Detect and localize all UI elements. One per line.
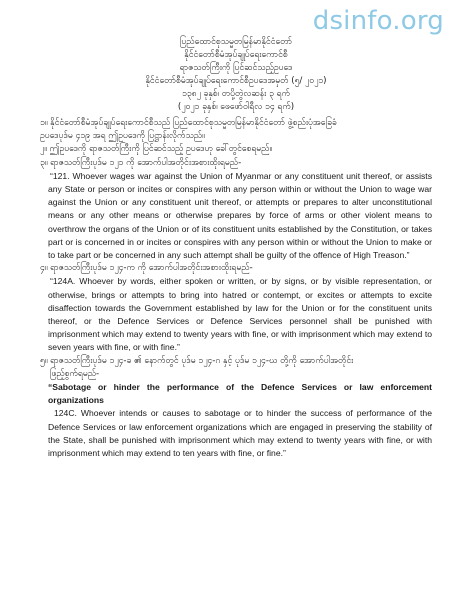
header-line-3: ရာဇသတ်ကြီးကို ပြင်ဆင်သည့်ဥပဒေ xyxy=(179,63,293,73)
watermark-logo: dsinfo.org xyxy=(312,6,444,36)
header-line-6: (၂၀၂၁ ခုနှစ်၊ ဖေဖော်ဝါရီလ ၁၄ ရက်) xyxy=(177,102,295,112)
document-page xyxy=(40,36,432,460)
header-line-4: နိုင်ငံတော်စီမံအုပ်ချုပ်ရေးကောင်စီဥပဒေအမှတ် (၅/ ၂၀၂၁) xyxy=(145,76,327,86)
section-124c-block xyxy=(40,381,432,460)
section-124a-block xyxy=(40,275,432,354)
section-124c-title: “Sabotage or hinder the performance of the Defence Services or law enforcement organizations xyxy=(48,382,432,406)
document-header xyxy=(40,36,432,114)
paragraph-2: ၂။ ဤဥပဒေကို ရာဇသတ်ကြီးကို ပြင်ဆင်သည့် ဥပဒေဟု ခေါ်တွင်စေရမည်။ xyxy=(40,144,273,155)
section-124c-text: 124C. Whoever intends or causes to sabotage or to hinder the success of performance of the Defence Services or law enforcement organizations which are engaged in preserving the stability of the State, shall be punished with imprisonment which may extend to twenty years with fine, or with imprisonment which may extend to ten years with fine, or fine.” xyxy=(48,408,432,459)
paragraph-4: ၄။ ရာဇသတ်ကြီးပုဒ်မ ၁၂၄-က ကို အောက်ပါအတိုင်းအစားထိုးရမည်- xyxy=(40,263,253,274)
paragraph-1-line-1: ၁။ နိုင်ငံတော်စီမံအုပ်ချုပ်ရေးကောင်စီသည် ပြည်ထောင်စုသမ္မတမြန်မာနိုင်ငံတော် ဖွဲ့စည်းပုံအခြေခံ xyxy=(40,118,337,128)
document-body xyxy=(40,117,432,460)
header-line-1: ပြည်ထောင်စုသမ္မတမြန်မာနိုင်ငံတော် xyxy=(179,37,293,47)
header-line-2: နိုင်ငံတော်စီမံအုပ်ချုပ်ရေးကောင်စီ xyxy=(184,50,288,60)
paragraph-5-line-1: ၅။ ရာဇသတ်ကြီးပုဒ်မ ၁၂၄-ခ ၏ နောက်တွင် ပုဒ်မ ၁၂၄-ဂ နှင့် ပုဒ်မ ၁၂၄-ဃ တို့ကို အောက်ပါအတိုင်း xyxy=(40,355,354,366)
section-121-text: “121. Whoever wages war against the Union of Myanmar or any constituent unit thereof, or assists any State or person or incites or conspires with any person within or without the Union to wage war against the Union or any constituent unit thereof, or attempts or prepares to alter unconstitutional means or any other means or otherwise prepares by force of arms or other violent means to overthrow the organs of the Union or of its constituent units established by the Constitution, or takes part or is concerned in or incites or conspires with any person within or without the Union to make or to take part or be concerned in any such attempt shall be guilty of the offence of High Treason.” xyxy=(48,170,432,261)
paragraph-3: ၃။ ရာဇသတ်ကြီးပုဒ်မ ၁၂၁ ကို အောက်ပါအတိုင်းအစားထိုးရမည်- xyxy=(40,157,242,168)
section-121-block xyxy=(40,170,432,262)
paragraph-1-line-2: ဥပဒေပုဒ်မ ၄၁၉ အရ ဤဥပဒေကို ပြဋ္ဌာန်းလိုက်သည်။ xyxy=(40,131,205,142)
header-line-5: ၁၃၈၂ ခုနှစ်၊ တပို့တွဲလဆန်း ၃ ရက် xyxy=(181,89,290,99)
section-124a-text: “124A. Whoever by words, either spoken or written, or by signs, or by visible representation, or otherwise, brings or attempts to bring into hatred or contempt, or excites or attempts to excite disaffection towards the Government established by law for the Union or for the constituent units thereof, or the Defence Services or Defence Services personnel shall be punished with imprisonment which may extend to twenty years with fine, or with imprisonment which may extend to seven years with fine, or with fine.” xyxy=(48,276,432,353)
paragraph-5-line-2: ဖြည့်စွက်ရမည်- xyxy=(50,368,100,379)
